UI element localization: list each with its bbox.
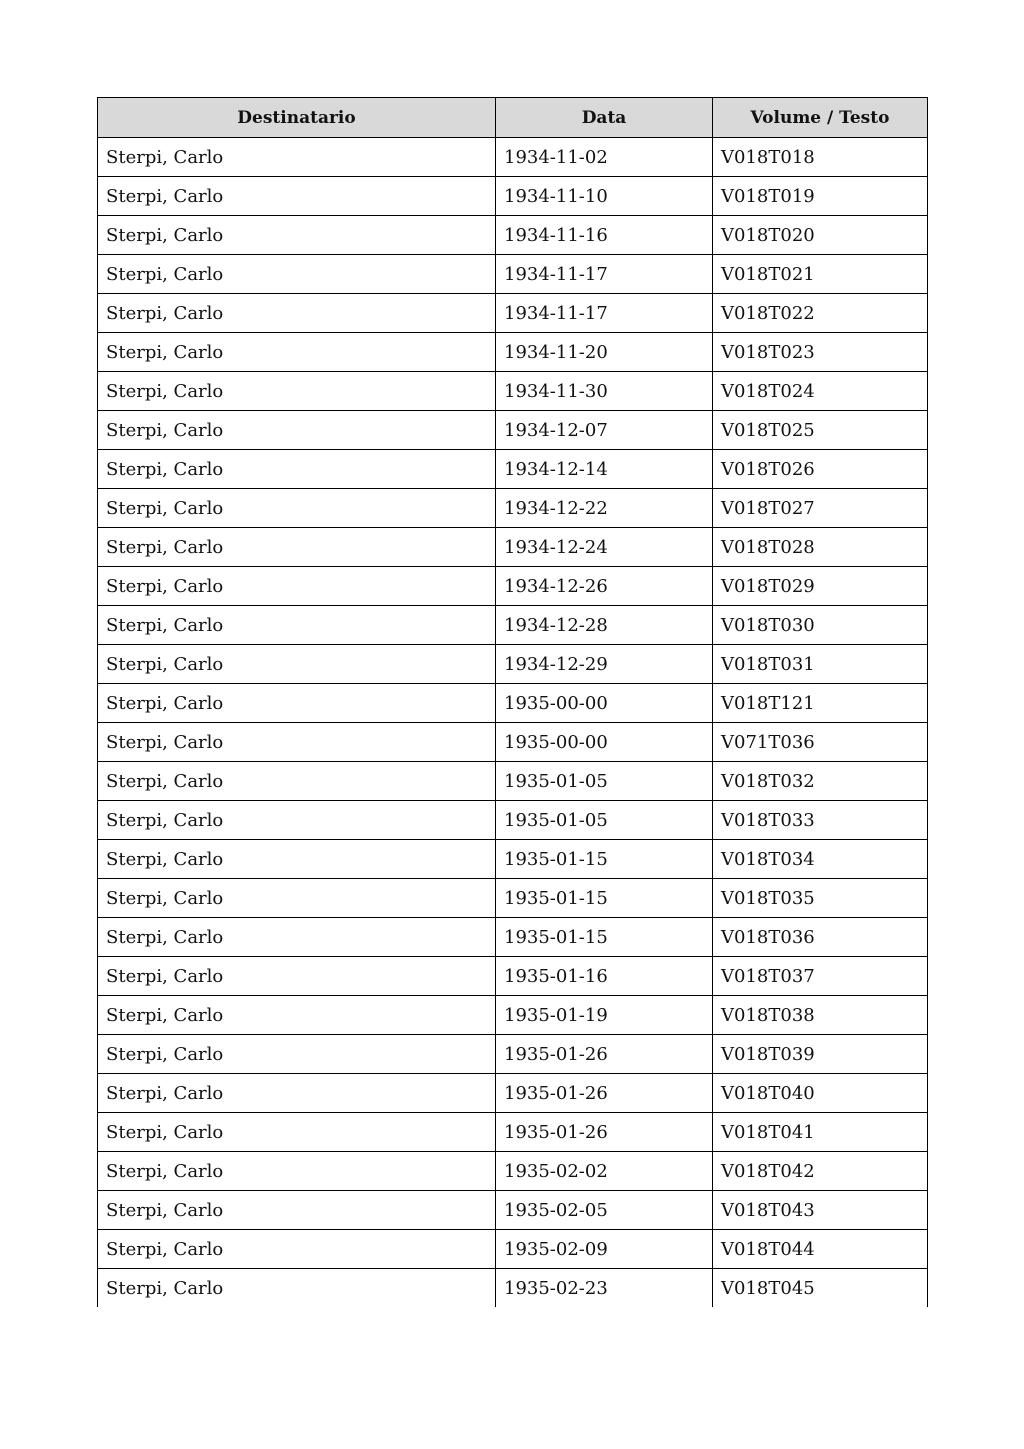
cell-data: 1935-01-26 bbox=[496, 1074, 713, 1113]
cell-volume-testo: V018T034 bbox=[713, 840, 928, 879]
cell-data: 1935-01-19 bbox=[496, 996, 713, 1035]
cell-destinatario: Sterpi, Carlo bbox=[98, 762, 496, 801]
cell-destinatario: Sterpi, Carlo bbox=[98, 645, 496, 684]
cell-volume-testo: V018T040 bbox=[713, 1074, 928, 1113]
table-row bbox=[98, 255, 928, 294]
cell-volume-testo: V018T031 bbox=[713, 645, 928, 684]
cell-destinatario: Sterpi, Carlo bbox=[98, 255, 496, 294]
cell-volume-testo: V018T041 bbox=[713, 1113, 928, 1152]
cell-volume-testo: V018T037 bbox=[713, 957, 928, 996]
table-row bbox=[98, 684, 928, 723]
cell-volume-testo: V018T020 bbox=[713, 216, 928, 255]
cell-data: 1934-11-17 bbox=[496, 294, 713, 333]
cell-data: 1935-02-09 bbox=[496, 1230, 713, 1269]
cell-volume-testo: V018T038 bbox=[713, 996, 928, 1035]
cell-data: 1934-12-29 bbox=[496, 645, 713, 684]
cell-destinatario: Sterpi, Carlo bbox=[98, 1074, 496, 1113]
table-row bbox=[98, 840, 928, 879]
table-row bbox=[98, 1074, 928, 1113]
cell-data: 1934-11-10 bbox=[496, 177, 713, 216]
cell-data: 1934-12-26 bbox=[496, 567, 713, 606]
cell-data: 1935-01-15 bbox=[496, 840, 713, 879]
table-row bbox=[98, 1230, 928, 1269]
table-row bbox=[98, 411, 928, 450]
cell-volume-testo: V018T025 bbox=[713, 411, 928, 450]
cell-data: 1935-02-23 bbox=[496, 1269, 713, 1308]
cell-volume-testo: V018T042 bbox=[713, 1152, 928, 1191]
table-row bbox=[98, 450, 928, 489]
cell-data: 1934-11-30 bbox=[496, 372, 713, 411]
cell-destinatario: Sterpi, Carlo bbox=[98, 333, 496, 372]
cell-volume-testo: V071T036 bbox=[713, 723, 928, 762]
cell-destinatario: Sterpi, Carlo bbox=[98, 996, 496, 1035]
table-row bbox=[98, 489, 928, 528]
table-row bbox=[98, 567, 928, 606]
cell-destinatario: Sterpi, Carlo bbox=[98, 411, 496, 450]
table-row bbox=[98, 216, 928, 255]
cell-data: 1935-01-16 bbox=[496, 957, 713, 996]
cell-destinatario: Sterpi, Carlo bbox=[98, 801, 496, 840]
cell-data: 1935-01-05 bbox=[496, 801, 713, 840]
cell-destinatario: Sterpi, Carlo bbox=[98, 606, 496, 645]
cell-destinatario: Sterpi, Carlo bbox=[98, 1191, 496, 1230]
cell-data: 1934-12-22 bbox=[496, 489, 713, 528]
table-row bbox=[98, 996, 928, 1035]
table-row bbox=[98, 1191, 928, 1230]
table-row bbox=[98, 1152, 928, 1191]
table-body bbox=[98, 138, 928, 1308]
cell-destinatario: Sterpi, Carlo bbox=[98, 957, 496, 996]
cell-volume-testo: V018T019 bbox=[713, 177, 928, 216]
cell-data: 1935-00-00 bbox=[496, 684, 713, 723]
cell-volume-testo: V018T026 bbox=[713, 450, 928, 489]
cell-data: 1935-00-00 bbox=[496, 723, 713, 762]
cell-data: 1935-01-05 bbox=[496, 762, 713, 801]
table-row bbox=[98, 918, 928, 957]
cell-data: 1935-02-05 bbox=[496, 1191, 713, 1230]
cell-destinatario: Sterpi, Carlo bbox=[98, 1035, 496, 1074]
table-row bbox=[98, 762, 928, 801]
header-destinatario: Destinatario bbox=[98, 98, 496, 138]
table-row bbox=[98, 801, 928, 840]
cell-destinatario: Sterpi, Carlo bbox=[98, 1269, 496, 1308]
table-row bbox=[98, 606, 928, 645]
cell-destinatario: Sterpi, Carlo bbox=[98, 138, 496, 177]
cell-data: 1934-11-20 bbox=[496, 333, 713, 372]
table-row bbox=[98, 723, 928, 762]
header-data: Data bbox=[496, 98, 713, 138]
cell-destinatario: Sterpi, Carlo bbox=[98, 1113, 496, 1152]
cell-data: 1935-01-15 bbox=[496, 879, 713, 918]
cell-volume-testo: V018T032 bbox=[713, 762, 928, 801]
cell-destinatario: Sterpi, Carlo bbox=[98, 1152, 496, 1191]
cell-volume-testo: V018T036 bbox=[713, 918, 928, 957]
cell-destinatario: Sterpi, Carlo bbox=[98, 918, 496, 957]
table-row bbox=[98, 957, 928, 996]
cell-volume-testo: V018T030 bbox=[713, 606, 928, 645]
table-row bbox=[98, 1035, 928, 1074]
cell-volume-testo: V018T028 bbox=[713, 528, 928, 567]
cell-destinatario: Sterpi, Carlo bbox=[98, 528, 496, 567]
cell-destinatario: Sterpi, Carlo bbox=[98, 489, 496, 528]
cell-destinatario: Sterpi, Carlo bbox=[98, 294, 496, 333]
table-row bbox=[98, 1113, 928, 1152]
table-row bbox=[98, 1269, 928, 1308]
cell-destinatario: Sterpi, Carlo bbox=[98, 684, 496, 723]
table-header bbox=[98, 98, 928, 138]
cell-destinatario: Sterpi, Carlo bbox=[98, 840, 496, 879]
cell-volume-testo: V018T043 bbox=[713, 1191, 928, 1230]
cell-destinatario: Sterpi, Carlo bbox=[98, 372, 496, 411]
cell-volume-testo: V018T021 bbox=[713, 255, 928, 294]
letters-index-table bbox=[97, 97, 928, 1307]
table-row bbox=[98, 177, 928, 216]
cell-volume-testo: V018T029 bbox=[713, 567, 928, 606]
cell-volume-testo: V018T045 bbox=[713, 1269, 928, 1308]
header-volume-testo: Volume / Testo bbox=[713, 98, 928, 138]
cell-volume-testo: V018T035 bbox=[713, 879, 928, 918]
cell-destinatario: Sterpi, Carlo bbox=[98, 450, 496, 489]
table-row bbox=[98, 879, 928, 918]
table-row bbox=[98, 294, 928, 333]
cell-data: 1935-02-02 bbox=[496, 1152, 713, 1191]
cell-data: 1934-12-14 bbox=[496, 450, 713, 489]
cell-destinatario: Sterpi, Carlo bbox=[98, 723, 496, 762]
cell-data: 1935-01-26 bbox=[496, 1113, 713, 1152]
table-row bbox=[98, 333, 928, 372]
cell-volume-testo: V018T027 bbox=[713, 489, 928, 528]
cell-volume-testo: V018T044 bbox=[713, 1230, 928, 1269]
cell-data: 1935-01-15 bbox=[496, 918, 713, 957]
cell-destinatario: Sterpi, Carlo bbox=[98, 1230, 496, 1269]
cell-volume-testo: V018T121 bbox=[713, 684, 928, 723]
cell-volume-testo: V018T023 bbox=[713, 333, 928, 372]
cell-destinatario: Sterpi, Carlo bbox=[98, 177, 496, 216]
cell-destinatario: Sterpi, Carlo bbox=[98, 879, 496, 918]
cell-data: 1934-11-02 bbox=[496, 138, 713, 177]
cell-volume-testo: V018T018 bbox=[713, 138, 928, 177]
cell-destinatario: Sterpi, Carlo bbox=[98, 567, 496, 606]
cell-data: 1934-12-24 bbox=[496, 528, 713, 567]
cell-volume-testo: V018T022 bbox=[713, 294, 928, 333]
table-row bbox=[98, 645, 928, 684]
cell-volume-testo: V018T024 bbox=[713, 372, 928, 411]
cell-data: 1935-01-26 bbox=[496, 1035, 713, 1074]
header-row bbox=[98, 98, 928, 138]
cell-destinatario: Sterpi, Carlo bbox=[98, 216, 496, 255]
cell-data: 1934-12-28 bbox=[496, 606, 713, 645]
table-row bbox=[98, 138, 928, 177]
cell-data: 1934-11-17 bbox=[496, 255, 713, 294]
cell-volume-testo: V018T033 bbox=[713, 801, 928, 840]
table-row bbox=[98, 528, 928, 567]
cell-data: 1934-11-16 bbox=[496, 216, 713, 255]
table-row bbox=[98, 372, 928, 411]
cell-volume-testo: V018T039 bbox=[713, 1035, 928, 1074]
cell-data: 1934-12-07 bbox=[496, 411, 713, 450]
